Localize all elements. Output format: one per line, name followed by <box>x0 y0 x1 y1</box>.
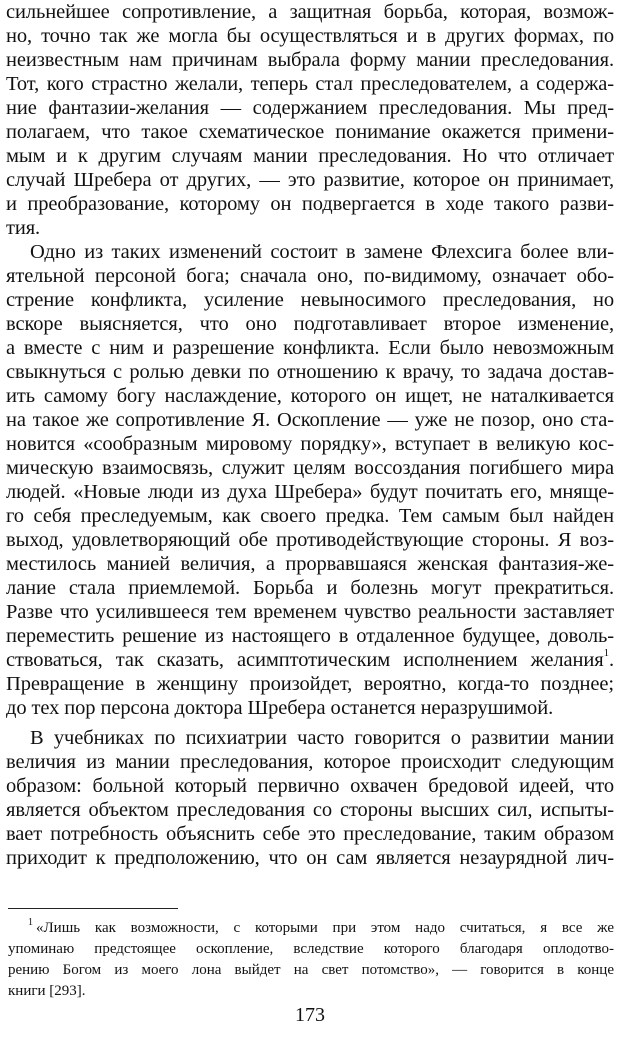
text-line: ствоваться, так сказать, асимптотическим исполнением желания$^1$. <box>6 647 614 671</box>
text-line: ние фантазии-желания — содержанием преследования. Мы пред- <box>6 97 614 119</box>
footnote-line-body: «Лишь как возможности, с которыми при этом надо считаться, я все же <box>36 920 614 936</box>
text-line: сильнейшее сопротивление, а защитная борьба, которая, возмож- <box>6 1 614 23</box>
text-line: образом: больной который первично охвачен бредовой идеей, что <box>6 775 614 797</box>
text-line: ить самому богу наслаждение, которого он ищет, не наталкивается <box>6 385 614 407</box>
text-line: го себя преследуемым, как своего предка. Тем самым был найден <box>6 505 614 527</box>
text-line: и преобразование, которому он подвергается в ходе такого разви- <box>6 193 614 215</box>
text-line: до тех пор персона доктора Шребера останется неразрушимой. <box>6 697 554 719</box>
text-line: Разве что усилившееся тем временем чувство реальности заставляет <box>6 601 614 623</box>
text-line: Превращение в женщину произойдет, вероятно, когда-то позднее; <box>6 673 614 695</box>
footnote-divider <box>8 908 178 909</box>
text-line: стрение конфликта, усиление невыносимого преследования, но <box>6 289 614 311</box>
text-line: ятельной персоной бога; сначала оно, по-видимому, означает обо- <box>6 265 614 287</box>
text-line: неизвестным нам причинам выбрала форму мании преследования. <box>6 49 614 71</box>
text-line: случай Шребера от других, — это развитие, которое он принимает, <box>6 169 614 191</box>
text-line: тия. <box>6 217 41 239</box>
text-line: местилось манией величия, а прорвавшаяся женская фантазия-же- <box>6 553 614 575</box>
page-number: 173 <box>295 1004 325 1026</box>
text-line: вскоре выясняется, что оно подготавливает второе изменение, <box>6 313 614 335</box>
text-line: лание стала приемлемой. Борьба и болезнь могут прекратиться. <box>6 577 614 599</box>
footnote-marker: 1 <box>28 917 33 928</box>
text-line: новится «сообразным мировому порядку», вступает в великую кос- <box>6 433 614 455</box>
footnote-ref: 1 <box>603 647 609 659</box>
text-line: Тот, кого страстно желали, теперь стал преследователем, а содержа- <box>6 73 614 95</box>
text-line: вает потребность объяснить себе это преследование, таким образом <box>6 823 614 845</box>
text-line: а вместе с ним и разрешение конфликта. Если было невозможным <box>6 337 614 359</box>
text-line: переместить решение из настоящего в отдаленное будущее, доволь- <box>6 625 614 647</box>
text-line: людей. «Новые люди из духа Шребера» будут почитать его, мняще- <box>6 481 614 503</box>
text-line: является объектом преследования со стороны высших сил, испыты- <box>6 799 614 821</box>
footnote-line: книги [293]. <box>8 983 86 999</box>
text-line: Одно из таких изменений состоит в замене Флехсига более вли- <box>30 241 614 263</box>
text-line-body: ствоваться, так сказать, асимптотическим исполнением желания <box>6 649 604 671</box>
footnote-line: рению Богом из моего лона выйдет на свет потомство», — говорится в конце <box>8 962 614 978</box>
text-line: приходит к предположению, что он сам является незаурядной лич- <box>6 847 614 869</box>
text-line: на такое же сопротивление Я. Оскопление — уже не позор, оно ста- <box>6 409 614 431</box>
text-line: выход, удовлетворяющий обе противодействующие стороны. Я воз- <box>6 529 614 551</box>
text-line: полагаем, что такое схематическое понимание окажется примени- <box>6 121 614 143</box>
text-line: свыкнуться с ролью девки по отношению к врачу, то задача достав- <box>6 361 614 383</box>
footnote-line: упоминаю предстоящее оскопление, вследствие которого благодаря оплодотво- <box>8 941 614 957</box>
text-line: величия из мании преследования, которое происходит следующим <box>6 751 614 773</box>
text-line: мическую взаимосвязь, служит целям воссоздания погибшего мира <box>6 457 614 479</box>
text-line: мым и к другим случаям мании преследования. Но что отличает <box>6 145 614 167</box>
text-line: но, точно так же могла бы осуществляться и в других формах, по <box>6 25 614 47</box>
footnote-line <box>28 918 614 939</box>
text-line: В учебниках по психиатрии часто говорится о развитии мании <box>30 727 614 749</box>
